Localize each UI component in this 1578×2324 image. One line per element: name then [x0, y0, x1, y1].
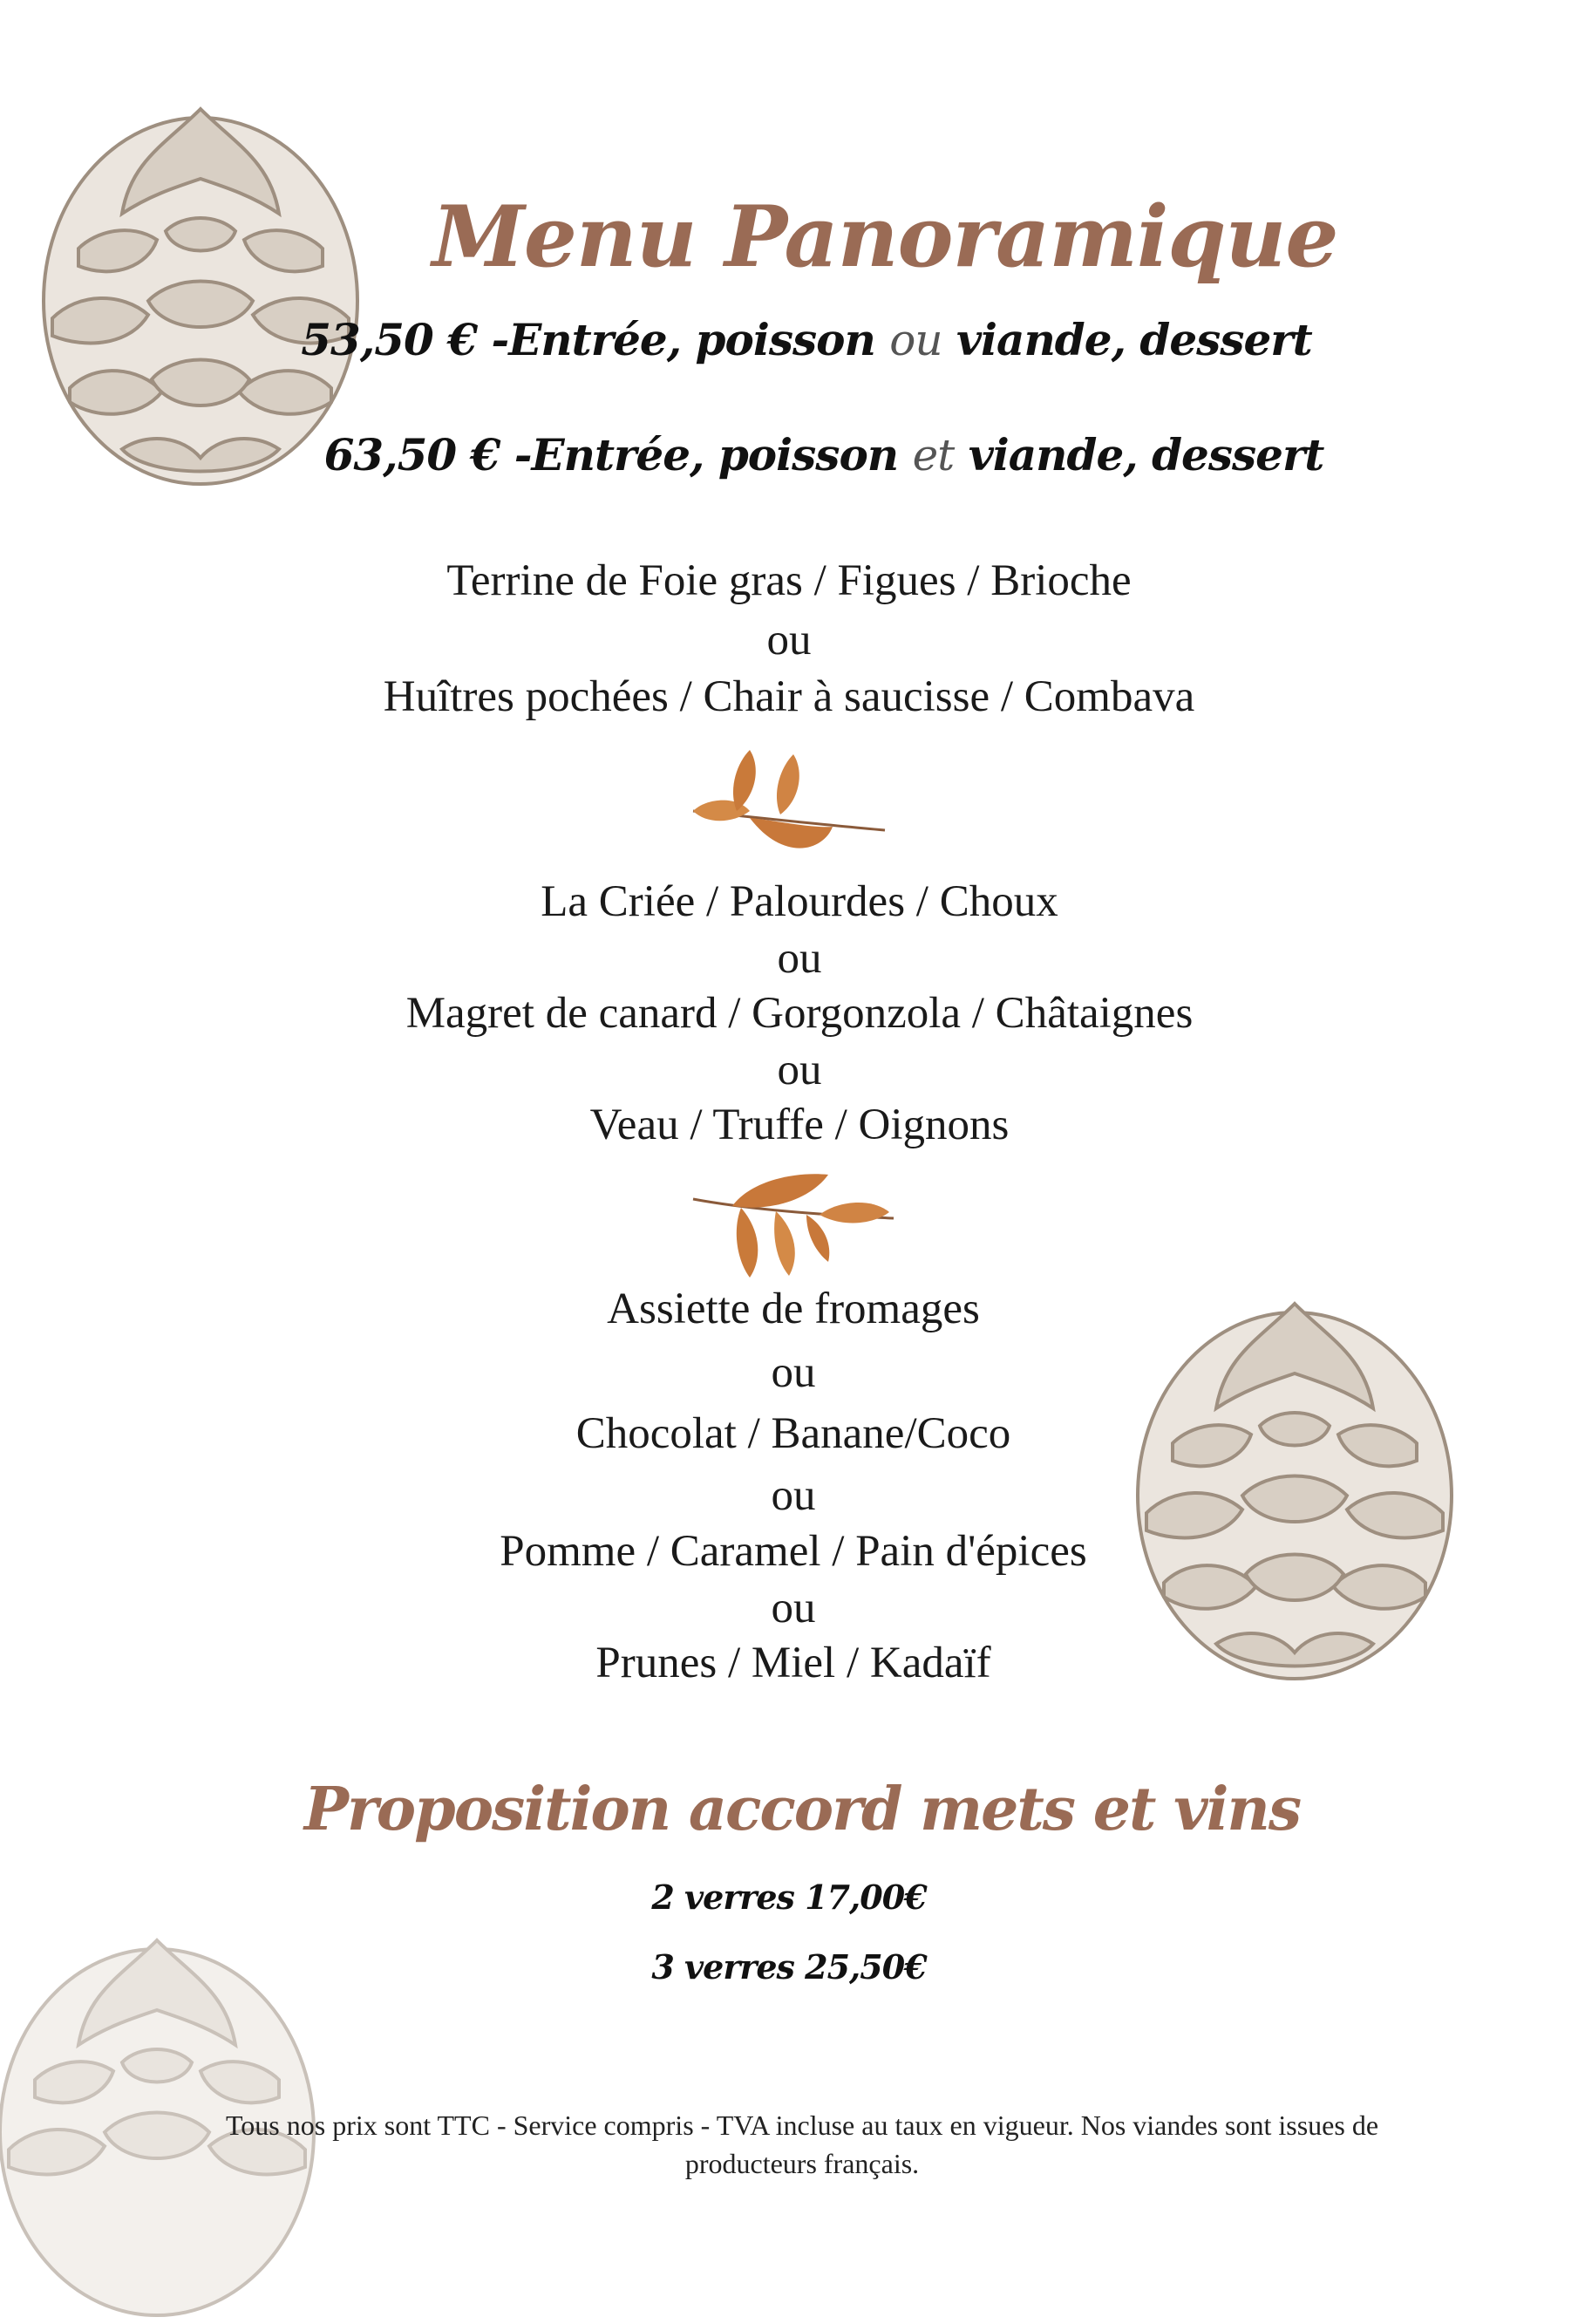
price-2-conj: et [912, 430, 955, 480]
dish-line: Terrine de Foie gras / Figues / Brioche [446, 556, 1132, 605]
wine-pairing-3-glasses: 3 verres 25,50€ [651, 1947, 927, 1987]
dish-line: Pomme / Caramel / Pain d'épices [500, 1527, 1087, 1576]
dish-line: Chocolat / Banane/Coco [575, 1409, 1011, 1458]
wine-pairing-title: Proposition accord mets et vins [303, 1775, 1301, 1844]
price-1-conj: ou [889, 315, 942, 365]
footer-note [105, 2106, 1500, 2183]
footer-line-1: Tous nos prix sont TTC - Service compris - TVA incluse au taux en vigueur. Nos viandes sont issues de [225, 2109, 1379, 2141]
dish-separator-ou: ou [771, 1584, 816, 1632]
dish-line: Huîtres pochées / Chair à saucisse / Combava [383, 672, 1195, 721]
price-1-amount: 53,50 € -Entrée, poisson [301, 314, 875, 365]
footer-line-2: producteurs français. [684, 2148, 920, 2179]
price-2-rest: viande, dessert [968, 429, 1324, 480]
dish-line: Magret de canard / Gorgonzola / Châtaignes [405, 989, 1194, 1038]
dish-separator-ou: ou [777, 934, 822, 983]
autumn-leaf-icon [684, 741, 889, 863]
dish-separator-ou: ou [771, 1471, 816, 1520]
dish-separator-ou: ou [771, 1348, 816, 1397]
dish-separator-ou: ou [766, 616, 812, 664]
price-1-rest: viande, dessert [956, 314, 1312, 365]
dish-line: Prunes / Miel / Kadaïf [595, 1639, 991, 1687]
menu-title: Menu Panoramique [432, 187, 1338, 286]
price-line-1 [0, 314, 1578, 365]
dish-line: La Criée / Palourdes / Choux [541, 877, 1058, 926]
wine-pairing-2-glasses: 2 verres 17,00€ [651, 1878, 927, 1917]
dish-line: Veau / Truffe / Oignons [589, 1101, 1010, 1149]
price-2-amount: 63,50 € -Entrée, poisson [323, 429, 899, 480]
price-line-2 [0, 429, 1578, 480]
autumn-leaf-icon [689, 1164, 898, 1286]
dish-line: Assiette de fromages [607, 1285, 980, 1333]
dish-separator-ou: ou [777, 1046, 822, 1094]
